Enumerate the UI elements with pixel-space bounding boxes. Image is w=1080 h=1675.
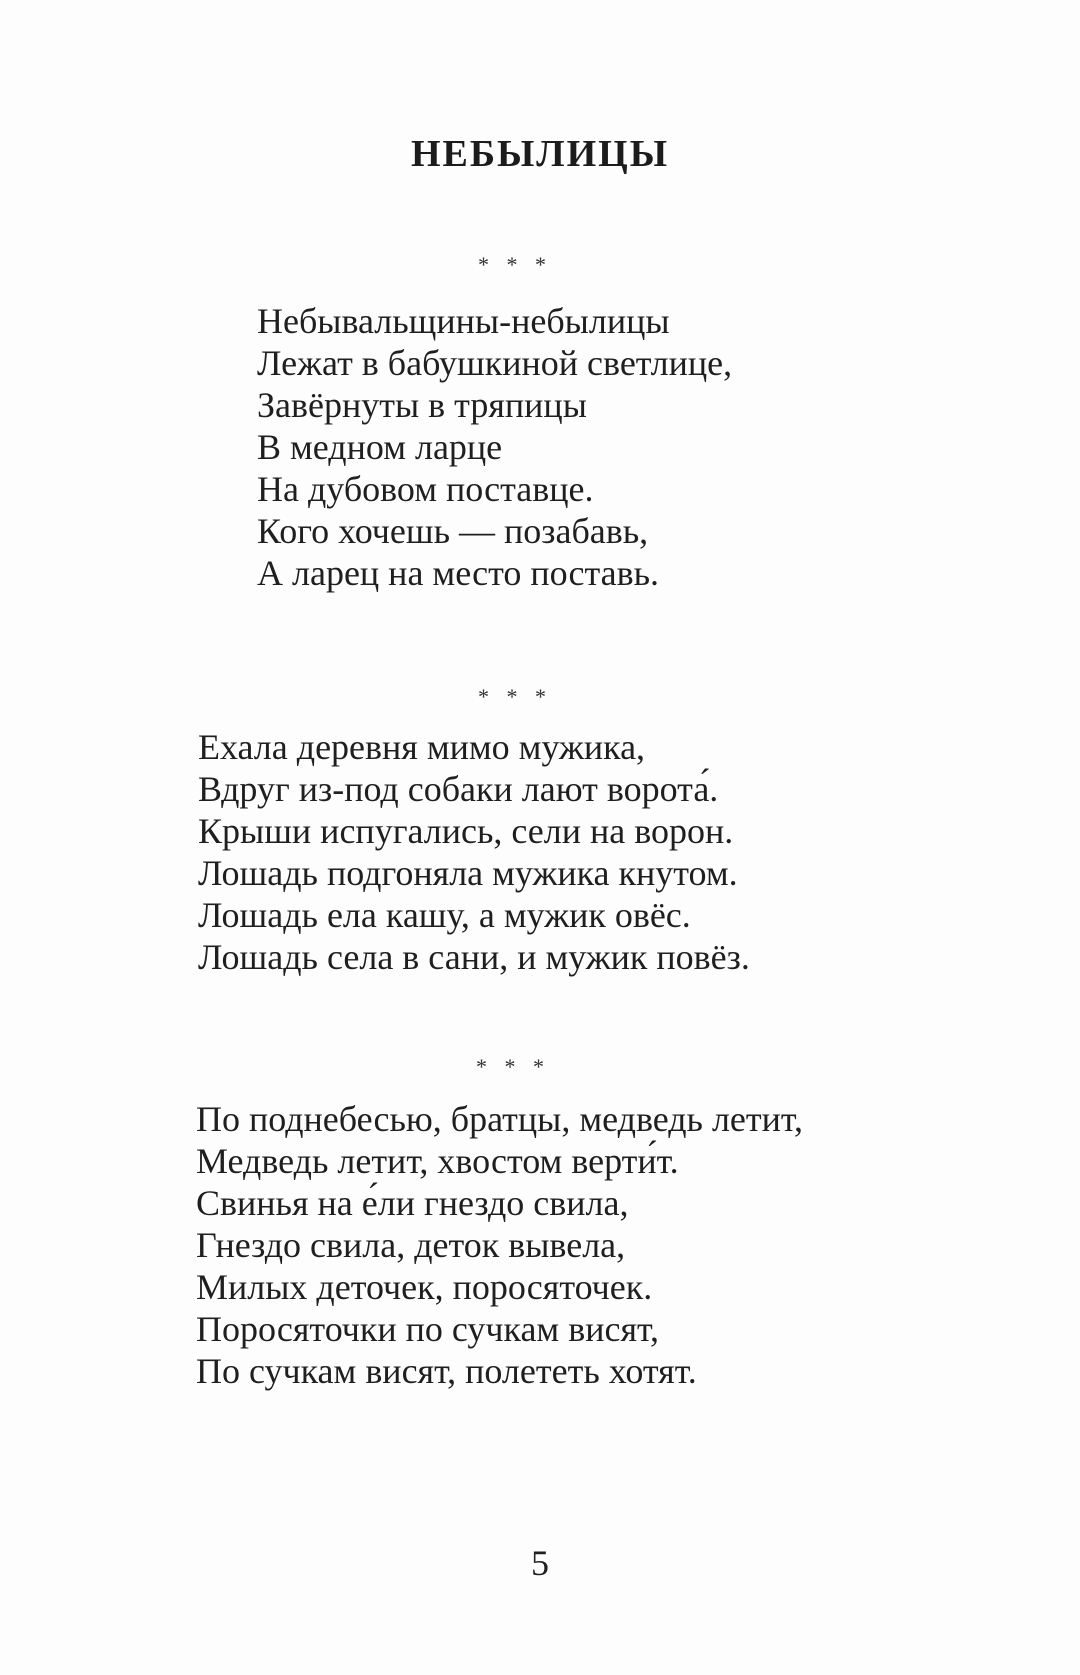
stanza-separator: * * * [478, 252, 552, 277]
poem-line: Гнездо свила, деток вывела, [196, 1225, 626, 1265]
poem-line: На дубовом поставце. [257, 469, 594, 509]
poem-line: Медведь летит, хвостом верти́т. [196, 1141, 679, 1181]
poem-line: Лошадь подгоняла мужика кнутом. [198, 853, 738, 893]
poem-line: Лошадь села в сани, и мужик повёз. [198, 937, 750, 977]
poem-line: По сучкам висят, полететь хотят. [196, 1351, 697, 1391]
poem-line: По поднебесью, братцы, медведь летит, [196, 1099, 803, 1139]
poem-line: Лежат в бабушкиной светлице, [257, 343, 733, 383]
poem-line: Милых деточек, поросяточек. [196, 1267, 653, 1307]
poem-line: Завёрнуты в тряпицы [257, 385, 587, 425]
poem-line: Вдруг из-под собаки лают ворота́. [198, 769, 719, 809]
stanza-2 [198, 726, 750, 978]
poem-line: Небывальщины-небылицы [257, 301, 670, 341]
poem-line: Ехала деревня мимо мужика, [198, 727, 646, 767]
poem-line: Крыши испугались, сели на ворон. [198, 811, 734, 851]
page-title: НЕБЫЛИЦЫ [410, 133, 670, 175]
stanza-3 [196, 1098, 803, 1392]
poem-line: А ларец на место поставь. [257, 553, 660, 593]
poem-line: Кого хочешь — позабавь, [257, 511, 649, 551]
poem-line: Поросяточки по сучкам висят, [196, 1309, 660, 1349]
stanza-separator: * * * [476, 1054, 550, 1079]
poem-line: Свинья на е́ли гнездо свила, [196, 1183, 629, 1223]
stanza-separator: * * * [478, 684, 552, 709]
stanza-1 [257, 300, 732, 594]
page-number: 5 [531, 1543, 549, 1583]
poem-line: В медном ларце [257, 427, 503, 467]
poem-line: Лошадь ела кашу, а мужик овёс. [198, 895, 691, 935]
